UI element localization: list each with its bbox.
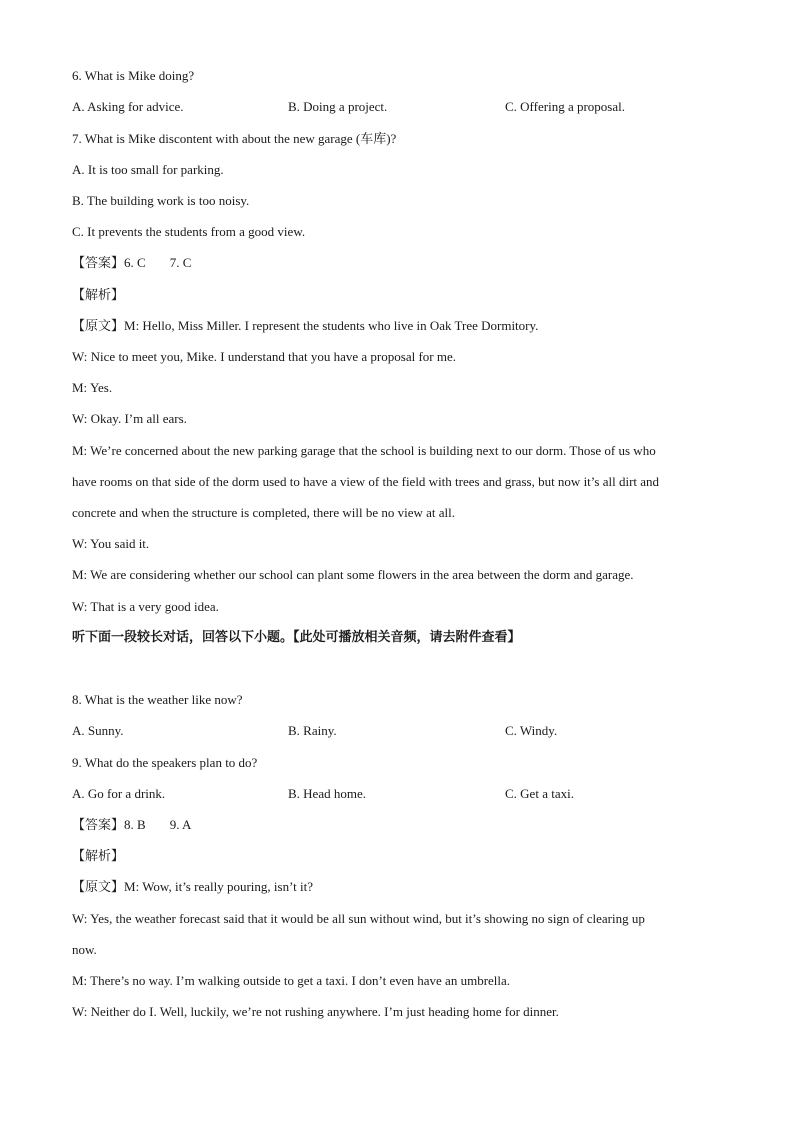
transcript-1-line-5: M: We’re concerned about the new parking garage that the school is building next to our dorm. Those of us who [72, 443, 656, 458]
section-instruction: 听下面一段较长对话，回答以下小题。【此处可播放相关音频，请去附件查看】 [72, 630, 521, 645]
transcript-2-line-5: W: Neither do I. Well, luckily, we’re not rushing anywhere. I’m just heading home for dinner. [72, 1004, 559, 1019]
transcript-2-line-3: now. [72, 942, 97, 957]
analysis-label-1: 【解析】 [72, 288, 125, 303]
question-6: 6. What is Mike doing? [72, 68, 195, 83]
question-7-option-b: B. The building work is too noisy. [72, 193, 250, 208]
transcript-1-line-6: have rooms on that side of the dorm used to have a view of the field with trees and grass, but now it’s all dirt and [72, 474, 660, 489]
question-8-option-a: A. Sunny. [72, 723, 124, 738]
question-7-option-c: C. It prevents the students from a good view. [72, 224, 306, 239]
transcript-1-line-3: M: Yes. [72, 380, 113, 395]
transcript-1-line-10: W: That is a very good idea. [72, 599, 219, 614]
transcript-1-line-2: W: Nice to meet you, Mike. I understand that you have a proposal for me. [72, 349, 456, 364]
answer-8: 8. B [124, 817, 146, 832]
transcript-2-line-4: M: There’s no way. I’m walking outside to get a taxi. I don’t even have an umbrella. [72, 973, 511, 988]
question-6-option-c: C. Offering a proposal. [505, 99, 625, 114]
answer-7: 7. C [169, 255, 192, 270]
question-6-option-b: B. Doing a project. [288, 99, 388, 114]
question-9-option-b: B. Head home. [288, 786, 366, 801]
transcript-1-line-4: W: Okay. I’m all ears. [72, 411, 187, 426]
question-9-option-c: C. Get a taxi. [505, 786, 574, 801]
transcript-1-line-9: M: We are considering whether our school can plant some flowers in the area between the dorm and garage. [72, 567, 634, 582]
transcript-1-line-7: concrete and when the structure is completed, there will be no view at all. [72, 505, 455, 520]
answer-label: 【答案】 [72, 256, 125, 271]
question-8: 8. What is the weather like now? [72, 692, 243, 707]
question-8-option-b: B. Rainy. [288, 723, 337, 738]
transcript-label: 【原文】 [72, 880, 125, 895]
answer-label: 【答案】 [72, 818, 125, 833]
question-9-option-a: A. Go for a drink. [72, 786, 166, 801]
question-9: 9. What do the speakers plan to do? [72, 755, 258, 770]
transcript-2-line-1: 【原文】M: Wow, it’s really pouring, isn’t it? [72, 879, 314, 895]
transcript-1-line-8: W: You said it. [72, 536, 150, 551]
analysis-label-2: 【解析】 [72, 849, 125, 864]
answer-block-2 [72, 817, 191, 834]
question-8-option-c: C. Windy. [505, 723, 558, 738]
question-6-option-a: A. Asking for advice. [72, 99, 184, 114]
answer-block-1 [72, 255, 191, 272]
question-7-option-a: A. It is too small for parking. [72, 162, 224, 177]
question-7: 7. What is Mike discontent with about the new garage (车库)? [72, 131, 397, 146]
answer-6: 6. C [124, 255, 146, 270]
transcript-2-line-2: W: Yes, the weather forecast said that it would be all sun without wind, but it’s showing no sign of clearing up [72, 911, 645, 926]
transcript-1-line-1: 【原文】M: Hello, Miss Miller. I represent the students who live in Oak Tree Dormitory. [72, 318, 539, 334]
transcript-label: 【原文】 [72, 319, 125, 334]
answer-9: 9. A [169, 817, 192, 832]
